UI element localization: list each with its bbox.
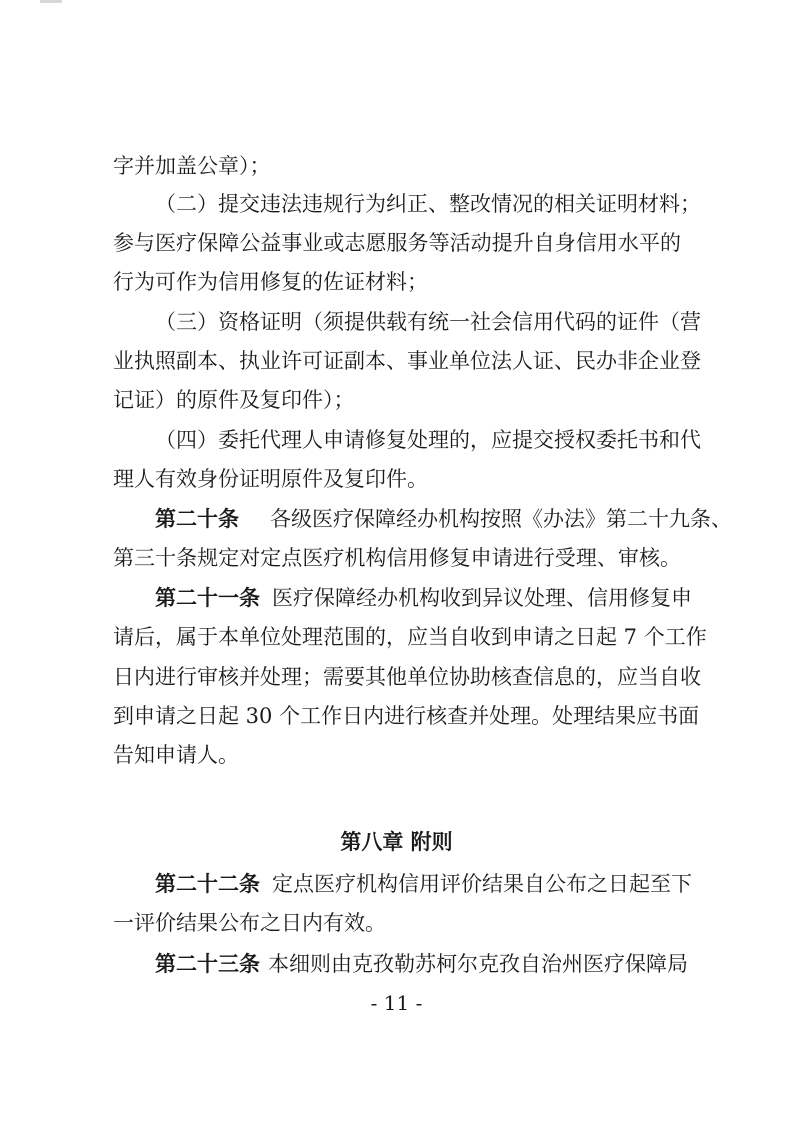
body-line: 本细则由克孜勒苏柯尔克孜自治州医疗保障局: [268, 952, 688, 976]
body-line: 告知申请人。: [113, 743, 239, 767]
body-line: 一评价结果公布之日内有效。: [113, 911, 386, 935]
article-title: 第二十二条: [155, 871, 260, 896]
body-line: 字并加盖公章）；: [113, 154, 271, 178]
body-line: 第三十条规定对定点医疗机构信用修复申请进行受理、审核。: [113, 546, 681, 570]
body-line: 记证）的原件及复印件）；: [113, 388, 355, 412]
body-line: 业执照副本、执业许可证副本、事业单位法人证、民办非企业登: [113, 349, 701, 373]
body-line: 医疗保障经办机构收到异议处理、信用修复申: [272, 586, 692, 610]
body-line: 参与医疗保障公益事业或志愿服务等活动提升自身信用水平的: [113, 231, 681, 255]
body-line: （三）资格证明（须提供载有统一社会信用代码的证件（营: [155, 310, 701, 334]
body-line: 理人有效身份证明原件及复印件。: [113, 467, 428, 491]
body-line: 定点医疗机构信用评价结果自公布之日起至下: [272, 872, 692, 896]
chapter-heading: 第八章 附则: [340, 829, 453, 854]
body-line: 各级医疗保障经办机构按照《办法》第二十九条、: [270, 507, 732, 531]
body-line: （四）委托代理人申请修复处理的，应提交授权委托书和代: [155, 428, 701, 452]
body-line: 到申请之日起 30 个工作日内进行核查并处理。处理结果应书面: [113, 704, 700, 728]
article-title: 第二十三条: [155, 951, 260, 976]
article-title: 第二十一条: [155, 585, 260, 610]
page-number: - 11 -: [370, 991, 423, 1015]
scan-mark: [40, 0, 62, 3]
body-line: 行为可作为信用修复的佐证材料；: [113, 270, 428, 294]
body-line: 请后，属于本单位处理范围的，应当自收到申请之日起 7 个工作: [113, 625, 707, 649]
body-line: （二）提交违法违规行为纠正、整改情况的相关证明材料；: [155, 192, 701, 216]
article-title: 第二十条: [155, 506, 239, 531]
body-line: 日内进行审核并处理；需要其他单位协助核查信息的，应当自收: [113, 665, 701, 689]
